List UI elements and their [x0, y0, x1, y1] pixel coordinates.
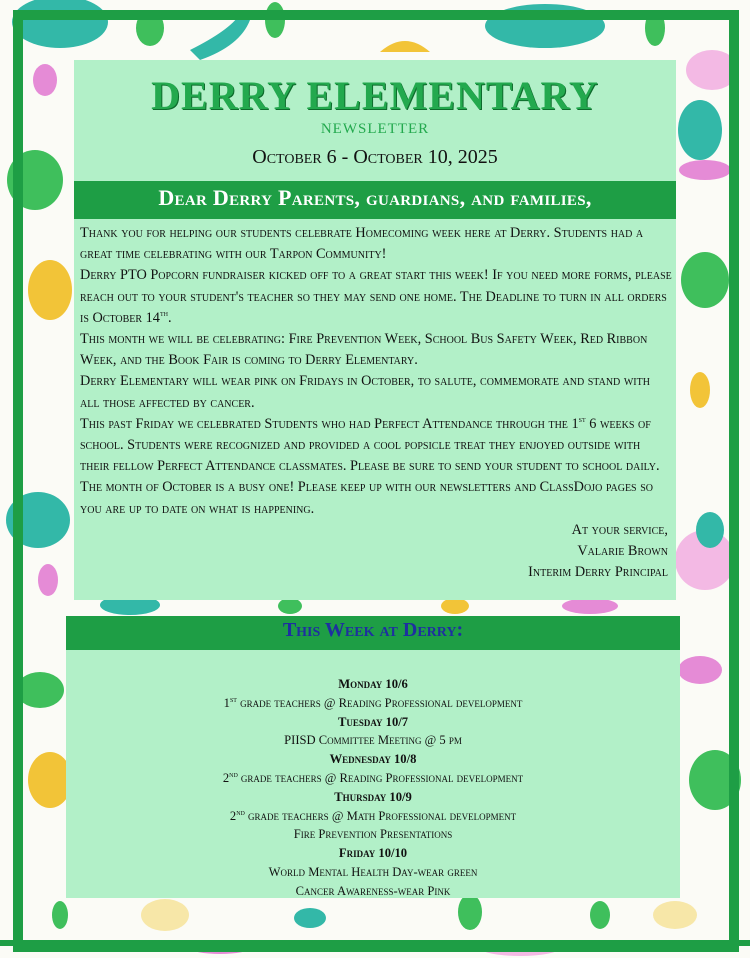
letter-body [80, 223, 672, 583]
greeting-heading: Dear Derry Parents, guardians, and families, [158, 185, 592, 210]
letter-paragraph-attendance: This past Friday we celebrated Students who had Perfect Attendance through the 1st 6 weeks of school. Students were recognized and provided a cool popsicle treat they enjoyed outside with their fellow Perfect Attendance classmates. Please be sure to send your student to school daily. [80, 414, 660, 475]
signature-role: Interim Derry Principal [528, 564, 668, 581]
signature-block [80, 520, 672, 584]
weekly-schedule [66, 675, 680, 901]
schedule-item: 2nd grade teachers @ Math Professional development [229, 806, 517, 823]
letter-paragraph-pink-fridays: Derry Elementary will wear pink on Fridays in October, to salute, commemorate and stand with all those affected by cancer. [80, 373, 650, 411]
schedule-item: Cancer Awareness-wear Pink [295, 883, 451, 898]
signature-closing: At your service, [571, 521, 668, 538]
letter-paragraph-popcorn: Derry PTO Popcorn fundraiser kicked off to a great start this week! If you need more forms, please reach out to your student's teacher so they may send one home. The Deadline to turn in all orders is October 14th. [80, 267, 672, 326]
school-name-title: DERRY ELEMENTARY [151, 73, 599, 118]
letter-paragraph-homecoming: Thank you for helping our students celebrate Homecoming week here at Derry. Students had a great time celebrating with our Tarpon Community! [80, 225, 644, 263]
schedule-day-friday: Friday 10/10 [338, 846, 408, 861]
schedule-item: PIISD Committee Meeting @ 5 pm [284, 733, 462, 748]
schedule-day-wednesday: Wednesday 10/8 [329, 752, 417, 767]
signature-name: Valarie Brown [577, 543, 668, 560]
schedule-item: 1st grade teachers @ Reading Professional development [223, 693, 523, 710]
schedule-item: World Mental Health Day-wear green [268, 864, 478, 879]
letter-paragraph-busy-month: The month of October is a busy one! Please keep up with our newsletters and ClassDojo pages so you are up to date on what is happening. [80, 479, 653, 517]
newsletter-subtitle: NEWSLETTER [320, 121, 430, 137]
week-date-range: October 6 - October 10, 2025 [252, 146, 498, 168]
schedule-item: Fire Prevention Presentations [293, 827, 453, 842]
bottom-border-line [0, 940, 750, 958]
schedule-day-monday: Monday 10/6 [338, 677, 408, 691]
schedule-item: 2nd grade teachers @ Reading Professional development [222, 768, 524, 785]
schedule-day-tuesday: Tuesday 10/7 [337, 714, 409, 729]
letter-paragraph-celebrations: This month we will be celebrating: Fire Prevention Week, School Bus Safety Week, Red Ribbon Week, and the Book Fair is coming to Derry Elementary. [80, 331, 648, 369]
this-week-heading: This Week at Derry: [282, 619, 464, 641]
schedule-day-thursday: Thursday 10/9 [334, 789, 412, 804]
